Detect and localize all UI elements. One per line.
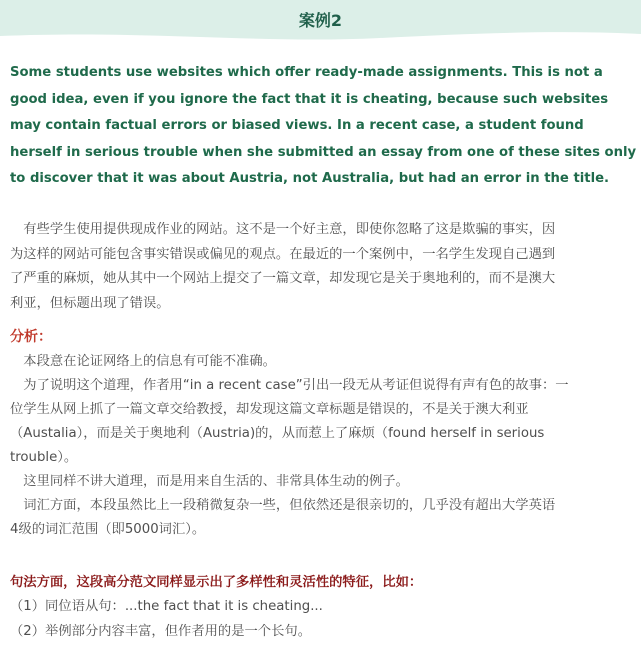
- analysis-line: trouble）。: [10, 450, 78, 465]
- english-passage: [10, 60, 637, 193]
- syntax-heading: 句法方面，这段高分范文同样显示出了多样性和灵活性的特征，比如：: [10, 575, 423, 590]
- english-line: Some students use websites which offer ready-made assignments. This is not a: [10, 65, 603, 80]
- case-title: 案例2: [298, 11, 343, 30]
- analysis-line: （Austalia），而是关于奥地利（Austria)的，从而惹上了麻烦（found herself in serious: [10, 426, 545, 441]
- analysis-line: 这里同样不讲大道理，而是用来自生活的、非常具体生动的例子。: [10, 474, 409, 489]
- list-item: （2）举例部分内容丰富，但作者用的是一个长句。: [10, 624, 311, 639]
- list-item: （1）同位语从句：...the fact that it is cheating...: [10, 599, 323, 614]
- english-line: herself in serious trouble when she submitted an essay from one of these sites only: [10, 144, 637, 160]
- translation-line: 为这样的网站可能包含事实错误或偏见的观点。在最近的一个案例中，一名学生发现自己遇到: [10, 246, 556, 262]
- header-banner: [0, 0, 641, 48]
- english-line: good idea, even if you ignore the fact that it is cheating, because such websites: [10, 91, 609, 107]
- analysis-line: 4级的词汇范围（即5000词汇）。: [10, 522, 206, 537]
- analysis-heading: 分析：: [10, 329, 52, 345]
- analysis-line: 词汇方面，本段虽然比上一段稍微复杂一些，但依然还是很亲切的，几乎没有超出大学英语: [10, 498, 556, 513]
- syntax-list: [10, 594, 632, 644]
- analysis-body: [10, 350, 632, 542]
- english-line: to discover that it was about Austria, not Australia, but had an error in the title.: [10, 171, 610, 186]
- analysis-line: 为了说明这个道理，作者用“in a recent case”引出一段无从考证但说得有声有色的故事：一: [10, 378, 569, 393]
- translation-line: 利亚，但标题出现了错误。: [10, 295, 170, 311]
- analysis-line: 本段意在论证网络上的信息有可能不准确。: [10, 354, 276, 369]
- chinese-translation: [10, 218, 632, 316]
- english-line: may contain factual errors or biased views. In a recent case, a student found: [10, 118, 584, 133]
- translation-line: 有些学生使用提供现成作业的网站。这不是一个好主意，即使你忽略了这是欺骗的事实，因: [10, 222, 556, 237]
- translation-line: 了严重的麻烦，她从其中一个网站上提交了一篇文章，却发现它是关于奥地利的，而不是澳大: [10, 271, 556, 286]
- analysis-line: 位学生从网上抓了一篇文章交给教授，却发现这篇文章标题是错误的，不是关于澳大利亚: [10, 402, 529, 417]
